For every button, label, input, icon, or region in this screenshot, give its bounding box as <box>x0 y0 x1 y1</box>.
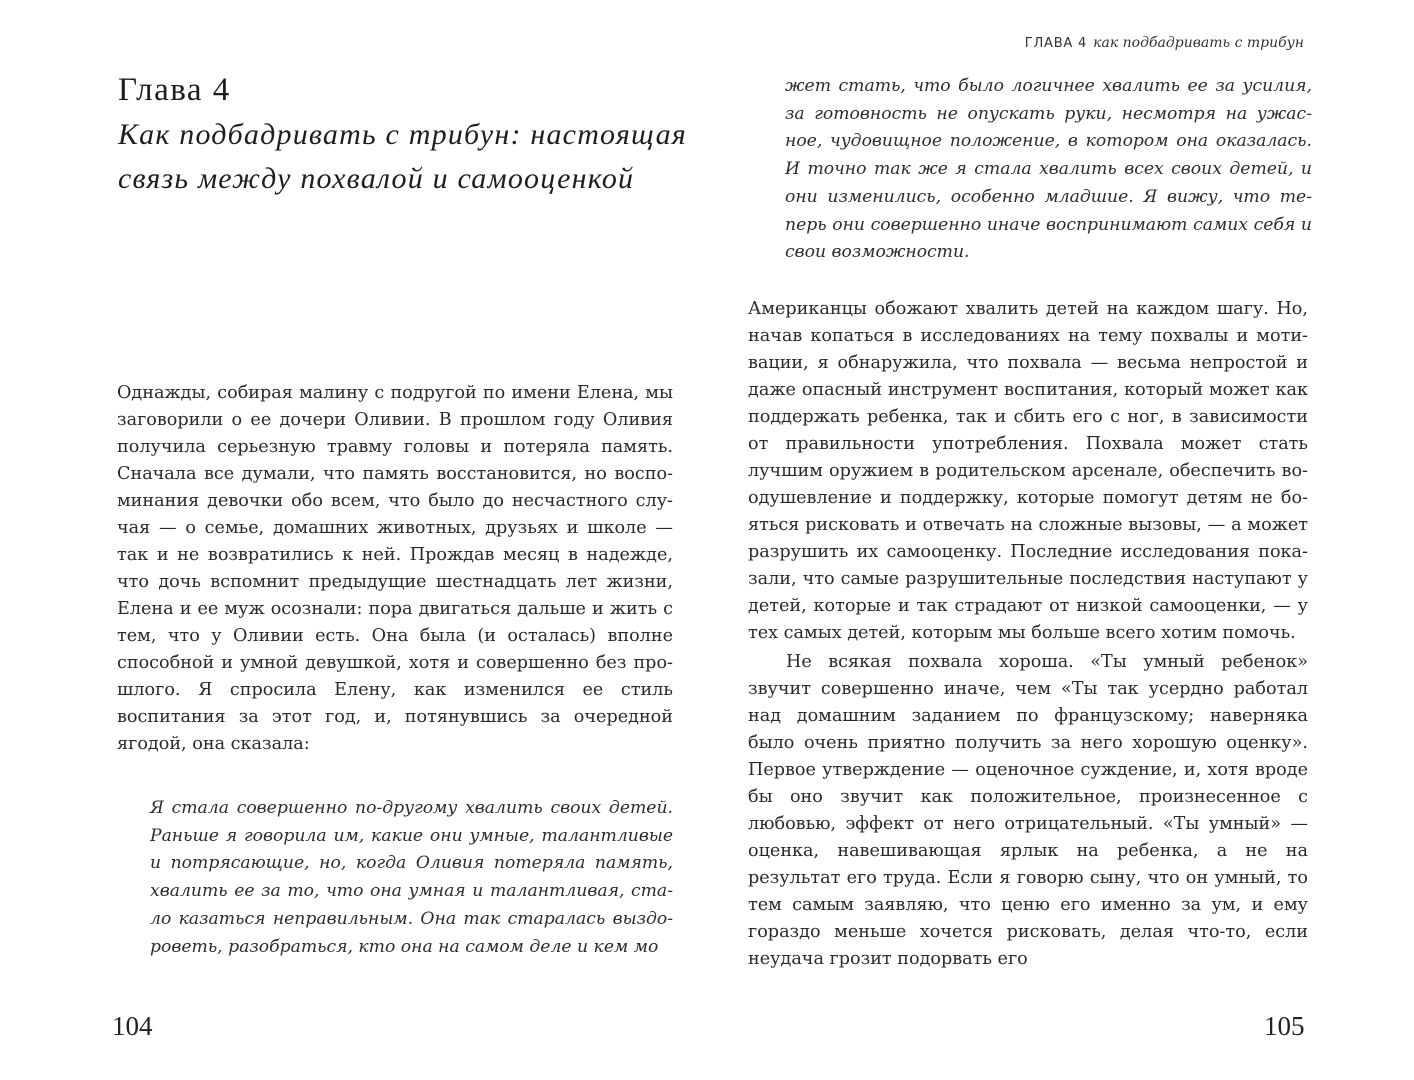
running-head-title: как подбадривать с трибун <box>1093 35 1304 51</box>
page-number-right: 105 <box>1264 1011 1305 1041</box>
quote-block-start: Я стала совершенно по-другому хвалить своих детей. Раньше я говорила им, какие они умные, талантливые и потрясающие, но, когда Оливия потеряла память, хвалить ее за то, что она умная и талантливая, стало казаться неправильным. Она так старалась выздороветь, разобраться, кто она на самом деле и кем мо <box>150 798 673 957</box>
chapter-title: Как подбадривать с трибун: настоящая связь между похвалой и самооценкой <box>118 118 687 195</box>
right-page <box>707 0 1414 1080</box>
paragraph-praise-types: Не всякая похвала хороша. «Ты умный ребенок» звучит совершенно иначе, чем «Ты так усердно работал над домашним заданием по французскому; наверняка было очень приятно получить за него хорошую оценку». Первое утверждение — оценочное суждение, и, хотя вроде бы оно звучит как положительное, произнесенное с любовью, эффект от него отрицательный. «Ты умный» — оценка, навешивающая ярлык на ребенка, а не на результат его труда. Если я говорю сыну, что он умный, то тем самым заявляю, что ценю его именно за ум, и ему гораздо меньше хочется рисковать, делая что-то, если неудача грозит подорвать его <box>748 652 1308 969</box>
paragraph-praise-research: Американцы обожают хвалить детей на каждом шагу. Но, начав копаться в исследованиях на тему похвалы и мотивации, я обнаружила, что похвала — весьма непростой и даже опасный инструмент воспитания, который может как поддержать ребенка, так и сбить его с ног, в зависимости от правильности употребления. Похвала может стать лучшим оружием в родительском арсенале, обеспечить воодушевление и поддержку, которые помогут детям не бояться рисковать и отвечать на сложные вызовы, — а может разрушить их самооценку. Последние исследования показали, что самые разрушительные последствия наступают у детей, которые и так страдают от низкой самооценки, — у тех самых детей, которым мы больше всего хотим помочь. <box>748 299 1308 643</box>
running-head <box>1025 35 1304 51</box>
running-head-label: ГЛАВА 4 <box>1024 36 1088 51</box>
page-number-left: 104 <box>112 1011 153 1041</box>
intro-paragraph: Однажды, собирая малину с подругой по имени Елена, мы заговорили о ее дочери Оливии. В прошлом году Оливия получила серьезную травму головы и потеряла память. Сначала все думали, что память восстановится, но воспоминания девочки обо всем, что было до несчастного случая — о семье, домашних животных, друзьях и школе — так и не возвратились к ней. Прождав месяц в надежде, что дочь вспомнит предыдущие шестнадцать лет жизни, Елена и ее муж осознали: пора двигаться дальше и жить с тем, что у Оливии есть. Она была (и осталась) вполне способной и умной девушкой, хотя и совершенно без прошлого. Я спросила Елену, как изменился ее стиль воспитания за этот год, и, потянувшись за очередной ягодой, она сказала: <box>117 383 673 754</box>
chapter-number: Глава 4 <box>118 72 231 108</box>
quote-block-end: жет стать, что было логичнее хвалить ее за усилия, за готовность не опускать руки, несмотря на ужасное, чудовищное положение, в котором она оказалась. И точно так же я стала хвалить всех своих детей, и они изменились, особенно младшие. Я вижу, что теперь они совершенно иначе воспринимают самих себя и свои возможности. <box>785 76 1312 263</box>
right-body <box>748 296 1308 973</box>
